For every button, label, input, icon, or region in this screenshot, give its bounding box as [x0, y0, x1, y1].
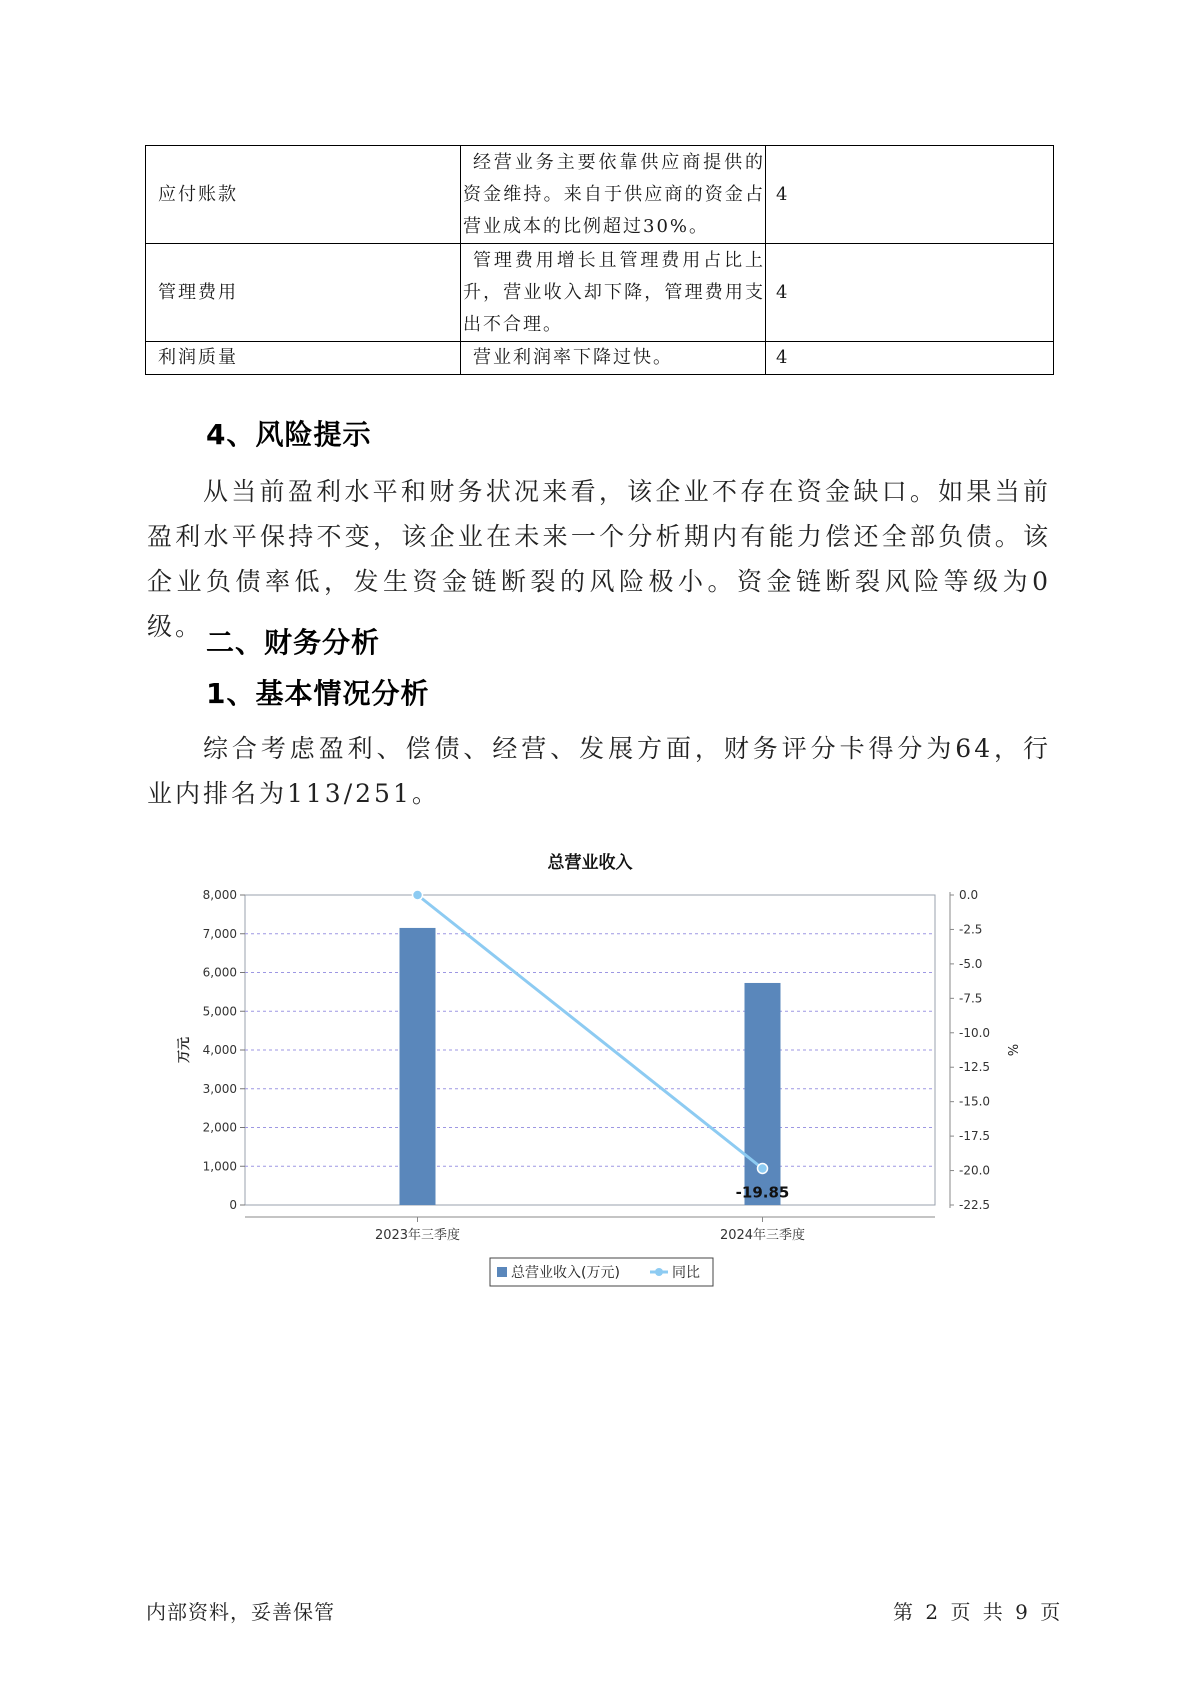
risk-item: 管理费用 — [146, 244, 461, 342]
yoy-point — [758, 1163, 768, 1173]
y2-axis-label: % — [1004, 1043, 1019, 1057]
yoy-point — [413, 890, 423, 900]
risk-item: 利润质量 — [146, 342, 461, 375]
risk-table — [145, 145, 1054, 375]
y-tick-label: 7,000 — [202, 926, 237, 941]
y-tick-label: 0 — [229, 1198, 237, 1212]
basic-paragraph: 综合考虑盈利、偿债、经营、发展方面，财务评分卡得分为64，行业内排名为113/251。 — [147, 734, 1051, 808]
risk-description: 管理费用增长且管理费用占比上升，营业收入却下降，管理费用支出不合理。 — [461, 244, 766, 342]
risk-level: 4 — [766, 244, 1054, 342]
y-tick-label: 1,000 — [202, 1159, 237, 1174]
y2-tick-label: -5.0 — [959, 956, 983, 971]
y-tick-label: 8,000 — [202, 888, 237, 902]
risk-level: 4 — [766, 342, 1054, 375]
risk-paragraph: 从当前盈利水平和财务状况来看，该企业不存在资金缺口。如果当前盈利水平保持不变，该企业在未来一个分析期内有能力偿还全部负债。该企业负债率低，发生资金链断裂的风险极小。资金链断裂风险等级为0级。 — [147, 477, 1051, 641]
y-tick-label: 2,000 — [202, 1120, 237, 1135]
y-axis-label: 万元 — [177, 1036, 192, 1064]
y2-tick-label: -2.5 — [959, 922, 983, 937]
y2-tick-label: -15.0 — [959, 1094, 991, 1109]
legend-swatch-point — [655, 1268, 663, 1276]
table-row — [146, 244, 1054, 342]
risk-heading: 4、风险提示 — [206, 418, 372, 451]
risk-item: 应付账款 — [146, 146, 461, 244]
revenue-bar — [400, 928, 436, 1205]
data-label: -19.85 — [735, 1183, 790, 1202]
y2-tick-label: 0.0 — [959, 888, 979, 902]
footer-confidential: 内部资料，妥善保管 — [146, 1600, 335, 1624]
table-row — [146, 342, 1054, 375]
basic-heading: 1、基本情况分析 — [206, 677, 430, 710]
legend-swatch-bar — [497, 1267, 507, 1277]
finance-heading: 二、财务分析 — [206, 626, 381, 659]
y2-tick-label: -20.0 — [959, 1163, 991, 1178]
y2-tick-label: -7.5 — [959, 991, 983, 1006]
legend-label: 总营业收入(万元) — [511, 1265, 620, 1281]
y2-tick-label: -12.5 — [959, 1060, 991, 1075]
y2-tick-label: -10.0 — [959, 1025, 991, 1040]
y2-tick-label: -17.5 — [959, 1129, 991, 1144]
y-tick-label: 4,000 — [202, 1043, 237, 1057]
y-tick-label: 3,000 — [202, 1081, 237, 1096]
risk-description: 经营业务主要依靠供应商提供的资金维持。来自于供应商的资金占营业成本的比例超过30%。 — [461, 146, 766, 244]
y-tick-label: 6,000 — [202, 965, 237, 980]
revenue-chart — [170, 840, 1030, 1300]
risk-level: 4 — [766, 146, 1054, 244]
x-tick-label: 2024年三季度 — [719, 1228, 806, 1243]
footer-page-number: 第 2 页 共 9 页 — [893, 1600, 1062, 1624]
legend-label: 同比 — [672, 1265, 700, 1281]
y2-tick-label: -22.5 — [959, 1198, 991, 1212]
y-tick-label: 5,000 — [202, 1004, 237, 1019]
x-tick-label: 2023年三季度 — [374, 1228, 461, 1243]
table-row — [146, 146, 1054, 244]
risk-description: 营业利润率下降过快。 — [461, 342, 766, 375]
chart-title: 总营业收入 — [547, 853, 633, 873]
